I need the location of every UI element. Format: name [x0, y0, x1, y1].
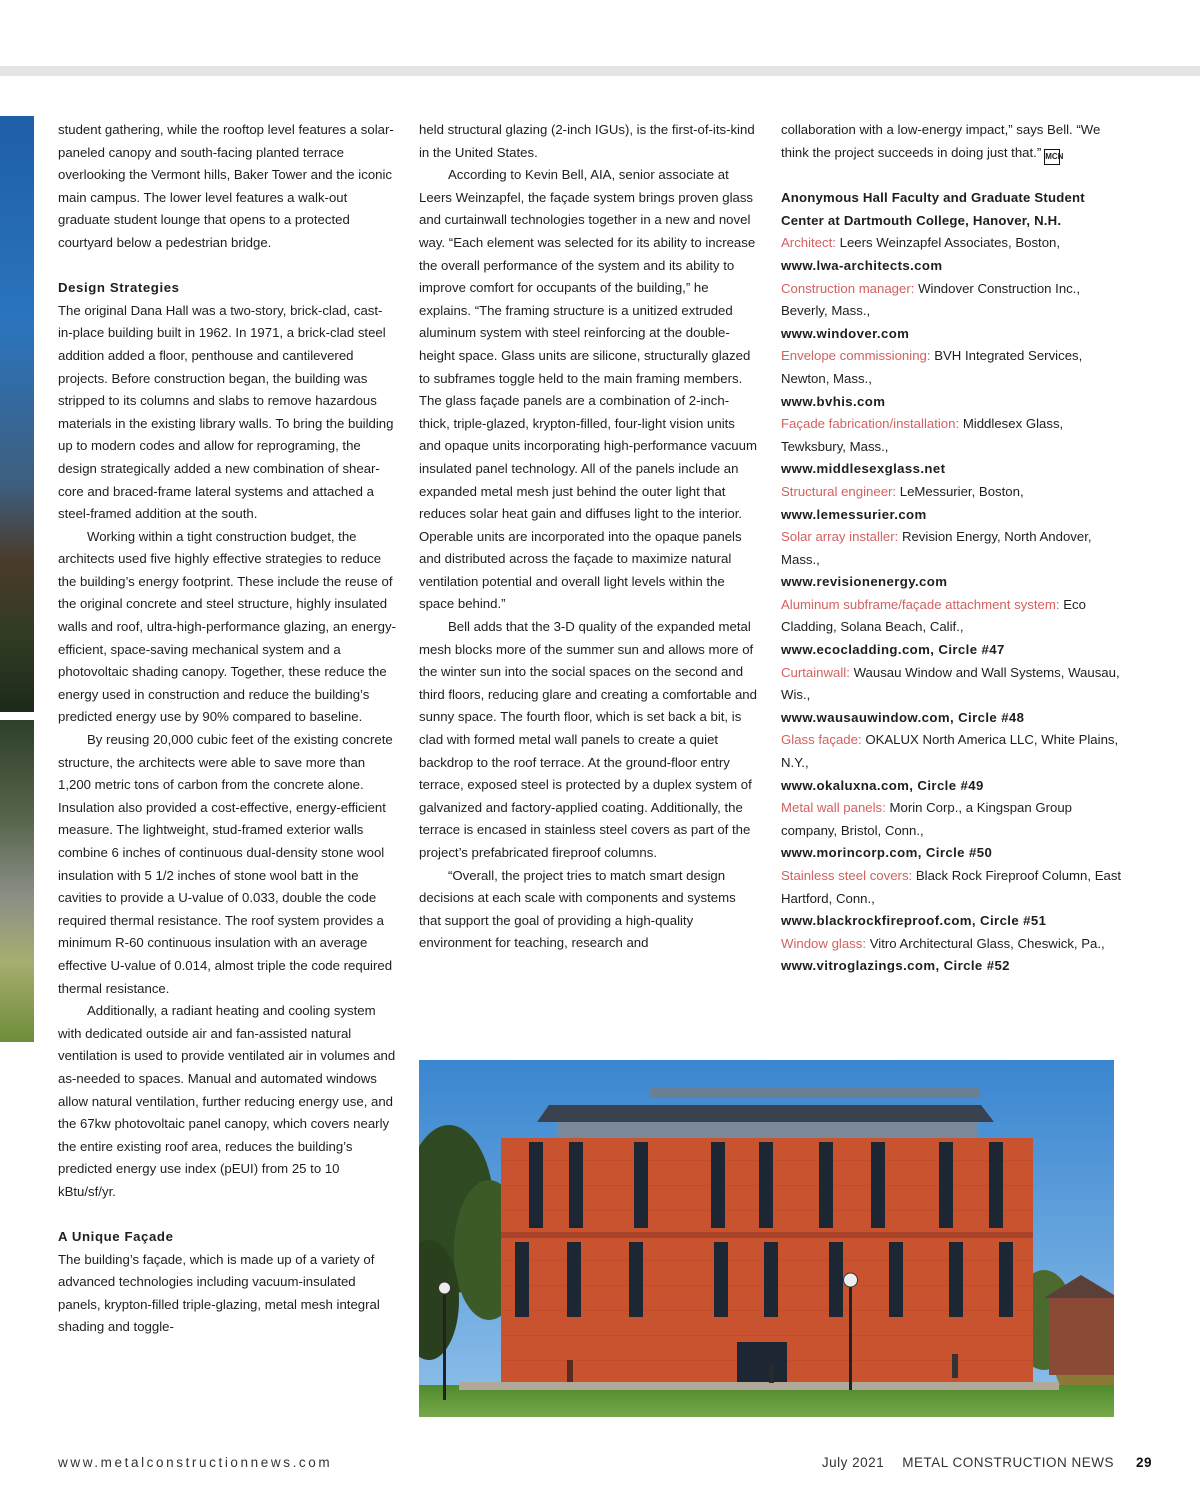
credit-entry [781, 232, 1123, 255]
credit-text: Wausau Window and Wall Systems, Wausau, Wis., [781, 664, 1120, 703]
credit-entry [781, 594, 1123, 639]
paragraph: According to Kevin Bell, AIA, senior associate at Leers Weinzapfel, the façade system brings proven glass and curtainwall technologies together in a new and novel way. “Each element was selected for its ability to increase the overall performance of the system and its ability to improve comfort for occupants of the building,” he explains. “The framing structure is a unitized extruded aluminum system with steel reinforcing at the double-height space. Glass units are silicone, structurally glazed to subframes toggle held to the main framing members. The glass façade panels are a combination of 2-inch-thick, triple-glazed, krypton-filled, four-light vision units and opaque units incorporating high-performance vacuum insulated panel technology. All of the panels include an expanded metal mesh just behind the outer light that reduces solar heat gain and diffuses light to the interior. Operable units are incorporated into the opaque panels and distributed across the façade to maximize natural ventilation potential and overall light levels within the space behind.” [419, 167, 757, 612]
end-mark-icon: MCN [1044, 149, 1060, 165]
paragraph: Additionally, a radiant heating and cooling system with dedicated outside air and fan-assisted natural ventilation is used to provide ventilated air in volumes and as-needed to spaces. Manual and automated windows allow natural ventilation, further reducing energy use, and the 67kw photovoltaic panel canopy, which covers nearly the entire existing roof area, reduces the building’s predicted energy use index (pEUI) from 25 to 10 kBtu/sf/yr. [58, 1003, 396, 1199]
credit-entry [781, 865, 1123, 910]
credit-url: www.bvhis.com [781, 393, 886, 409]
credit-text: OKALUX North America LLC, White Plains, N.Y., [781, 732, 1119, 771]
section-heading-design-strategies: Design Strategies [58, 280, 180, 296]
credit-url: www.windover.com [781, 325, 910, 341]
paragraph: held structural glazing (2-inch IGUs), is the first-of-its-kind in the United States. [419, 122, 755, 160]
paragraph: Working within a tight construction budget, the architects used five highly effective strategies to reduce the building’s energy footprint. These include the reuse of the original concrete and steel structure, highly insulated walls and roof, ultra-high-performance glazing, an energy-efficient, space-saving mechanical system and a photovoltaic shading canopy. Together, these reduce the energy used in construction and reduce the building’s predicted energy use by 90% compared to baseline. [58, 528, 396, 725]
paragraph-closing: collaboration with a low-energy impact,” says Bell. “We think the project succeeds in doing just that.” MCN [781, 119, 1123, 165]
credit-entry [781, 933, 1123, 956]
credit-url: www.ecocladding.com, Circle #47 [781, 642, 1005, 658]
credit-label: Window glass: [781, 935, 867, 951]
credit-text: Revision Energy, North Andover, Mass., [781, 529, 1092, 567]
credit-label: Envelope commissioning: [781, 348, 931, 364]
page-number: 29 [1135, 1455, 1152, 1470]
project-credits-title: Anonymous Hall Faculty and Graduate Student Center at Dartmouth College, Hanover, N.H. [781, 190, 1085, 228]
footer-info [804, 1455, 1152, 1470]
credit-text: Vitro Architectural Glass, Cheswick, Pa., [869, 935, 1105, 951]
credit-url: www.lwa-architects.com [781, 257, 943, 273]
building-photo [419, 1060, 1114, 1417]
credit-entry [781, 662, 1123, 707]
paragraph: student gathering, while the rooftop level features a solar-paneled canopy and south-facing planted terrace overlooking the Vermont hills, Baker Tower and the iconic main campus. The lower level features a walk-out graduate student lounge that opens to a protected courtyard below a pedestrian bridge. [58, 122, 394, 250]
article-column-3 [781, 119, 1123, 978]
credit-url: www.wausauwindow.com, Circle #48 [781, 709, 1025, 725]
credit-url: www.revisionenergy.com [781, 574, 948, 590]
credit-text: Eco Cladding, Solana Beach, Calif., [781, 596, 1086, 635]
footer-website: www.metalconstructionnews.com [58, 1455, 333, 1470]
credit-label: Stainless steel covers: [781, 868, 913, 883]
article-column-1 [58, 119, 396, 1339]
credit-label: Architect: [781, 235, 836, 251]
credit-url: www.vitroglazings.com, Circle #52 [781, 958, 1010, 974]
credit-text: Middlesex Glass, Tewksbury, Mass., [781, 416, 1064, 454]
paragraph: Bell adds that the 3-D quality of the expanded metal mesh blocks more of the summer sun and allows more of the winter sun into the social spaces on the second and third floors, reducing glare and creating a comfortable and sunny space. The fourth floor, which is set back a bit, is clad with formed metal wall panels to create a quiet backdrop to the roof terrace. At the ground-floor entry terrace, exposed steel is protected by a duplex system of galvanized and factory-applied coating. Additionally, the terrace is encased in stainless steel covers as part of the project’s prefabricated fireproof columns. [419, 619, 757, 860]
credit-entry [781, 729, 1123, 774]
paragraph: The original Dana Hall was a two-story, brick-clad, cast-in-place building built in 1962. In 1971, a brick-clad steel addition added a floor, penthouse and cantilevered projects. Before construction began, the building was stripped to its columns and slabs to remove hazardous materials in the existing library walls. To bring the building up to modern codes and allow for reprograming, the design strategically added a new combination of shear-core and braced-frame lateral systems and attached a steel-framed addition at the south. [58, 302, 394, 522]
article-column-2 [419, 119, 757, 955]
credit-entry [781, 797, 1123, 842]
top-band [0, 66, 1200, 76]
adjacent-page-photo-strip-top [0, 116, 34, 712]
footer-magazine: METAL CONSTRUCTION NEWS [902, 1455, 1114, 1470]
credit-entry [781, 481, 1123, 504]
credit-label: Aluminum subframe/façade attachment system: [781, 596, 1060, 612]
credit-url: www.okaluxna.com, Circle #49 [781, 777, 984, 793]
credit-text: BVH Integrated Services, Newton, Mass., [781, 348, 1083, 386]
credit-text: Morin Corp., a Kingspan Group company, Bristol, Conn., [781, 800, 1073, 838]
paragraph: “Overall, the project tries to match smart design decisions at each scale with components and systems that support the goal of providing a high-quality environment for teaching, research and [419, 867, 736, 951]
footer-date: July 2021 [821, 1455, 885, 1470]
credit-label: Façade fabrication/installation: [781, 416, 960, 432]
adjacent-page-photo-strip-bottom [0, 720, 34, 1042]
credit-entry [781, 345, 1123, 390]
credit-entry [781, 526, 1123, 571]
section-heading-unique-facade: A Unique Façade [58, 1229, 174, 1245]
credit-label: Glass façade: [781, 732, 862, 748]
paragraph: By reusing 20,000 cubic feet of the existing concrete structure, the architects were able to save more than 1,200 metric tons of carbon from the concrete alone. Insulation also provided a cost-effective, energy-efficient measure. The lightweight, stud-framed exterior walls combine 6 inches of continuous dual-density stone wool insulation with 5 1/2 inches of stone wool batt in the cavities to provide a U-value of 0.033, double the code required thermal resistance. The roof system provides a minimum R-60 continuous insulation with an average effective U-value of 0.014, almost triple the code required thermal resistance. [58, 732, 393, 996]
credit-text: LeMessurier, Boston, [899, 483, 1024, 499]
credit-text: Black Rock Fireproof Column, East Hartford, Conn., [781, 868, 1122, 906]
credit-url: www.lemessurier.com [781, 506, 927, 522]
credit-entry [781, 278, 1123, 323]
credit-url: www.middlesexglass.net [781, 461, 946, 477]
credit-label: Curtainwall: [781, 664, 850, 680]
credit-label: Structural engineer: [781, 483, 897, 499]
credit-url: www.blackrockfireproof.com, Circle #51 [781, 913, 1047, 929]
credit-text: Leers Weinzapfel Associates, Boston, [839, 235, 1061, 251]
credit-entry [781, 413, 1123, 458]
paragraph: The building’s façade, which is made up of a variety of advanced technologies including vacuum-insulated panels, krypton-filled triple-glazing, metal mesh integral shading and toggle- [58, 1251, 380, 1335]
credit-label: Metal wall panels: [781, 800, 886, 816]
credit-url: www.morincorp.com, Circle #50 [781, 845, 993, 861]
credit-text: Windover Construction Inc., Beverly, Mass., [781, 280, 1081, 319]
credit-label: Construction manager: [781, 280, 915, 296]
project-credits-list [781, 232, 1123, 978]
credit-label: Solar array installer: [781, 529, 899, 545]
